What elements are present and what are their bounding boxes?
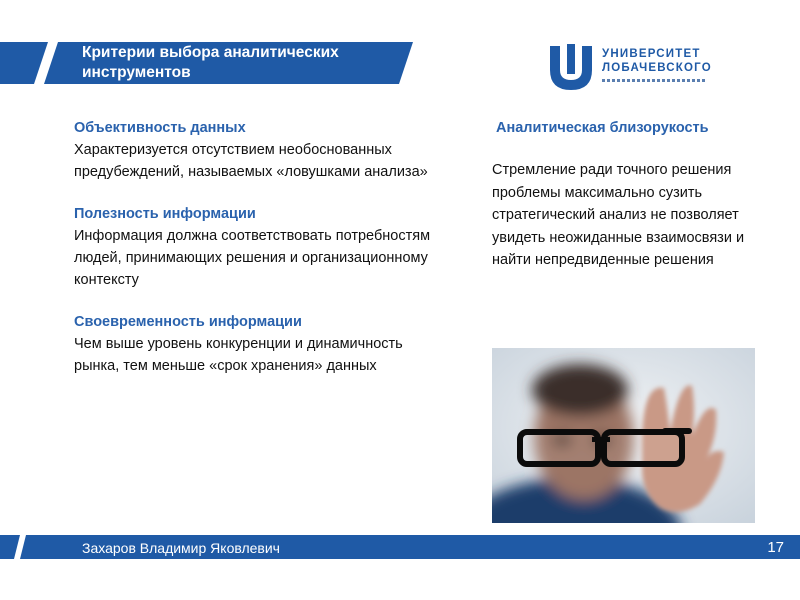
logo-text-line2: ЛОБАЧЕВСКОГО: [602, 62, 712, 74]
university-emblem-icon: [548, 44, 594, 90]
criterion-timeliness: [74, 311, 434, 377]
criterion-heading: Своевременность информации: [74, 314, 302, 330]
criterion-heading: Объективность данных: [74, 120, 246, 136]
logo-subtitle-rule: [602, 79, 706, 82]
criterion-text: Чем выше уровень конкуренции и динамичность рынка, тем меньше «срок хранения» данных: [74, 336, 403, 374]
footer-bar: [0, 532, 800, 562]
myopia-heading: Аналитическая близорукость: [496, 120, 709, 136]
glasses-photo: [492, 348, 755, 523]
university-logo: [548, 44, 718, 94]
page-number: 17: [767, 539, 784, 556]
criterion-text: Характеризуется отсутствием необоснованных предубеждений, называемых «ловушками анализа»: [74, 142, 428, 180]
title-bar: [0, 0, 800, 110]
criterion-objectivity: [74, 117, 434, 183]
criterion-heading: Полезность информации: [74, 206, 256, 222]
footer-author: Захаров Владимир Яковлевич: [82, 540, 280, 556]
logo-text-line1: УНИВЕРСИТЕТ: [602, 48, 701, 60]
criterion-text: Информация должна соответствовать потребностям людей, принимающих решения и организационному контексту: [74, 228, 431, 288]
person-holding-glasses-image: [492, 348, 755, 523]
criteria-list: [74, 117, 434, 397]
myopia-text: Стремление ради точного решения проблемы максимально сузить стратегический анализ не позволяет увидеть неожиданные взаимосвязи и найти непредвиденные решения: [492, 162, 745, 268]
criterion-usefulness: [74, 203, 434, 291]
slide-title: Критерии выбора аналитических инструментов: [82, 44, 339, 81]
